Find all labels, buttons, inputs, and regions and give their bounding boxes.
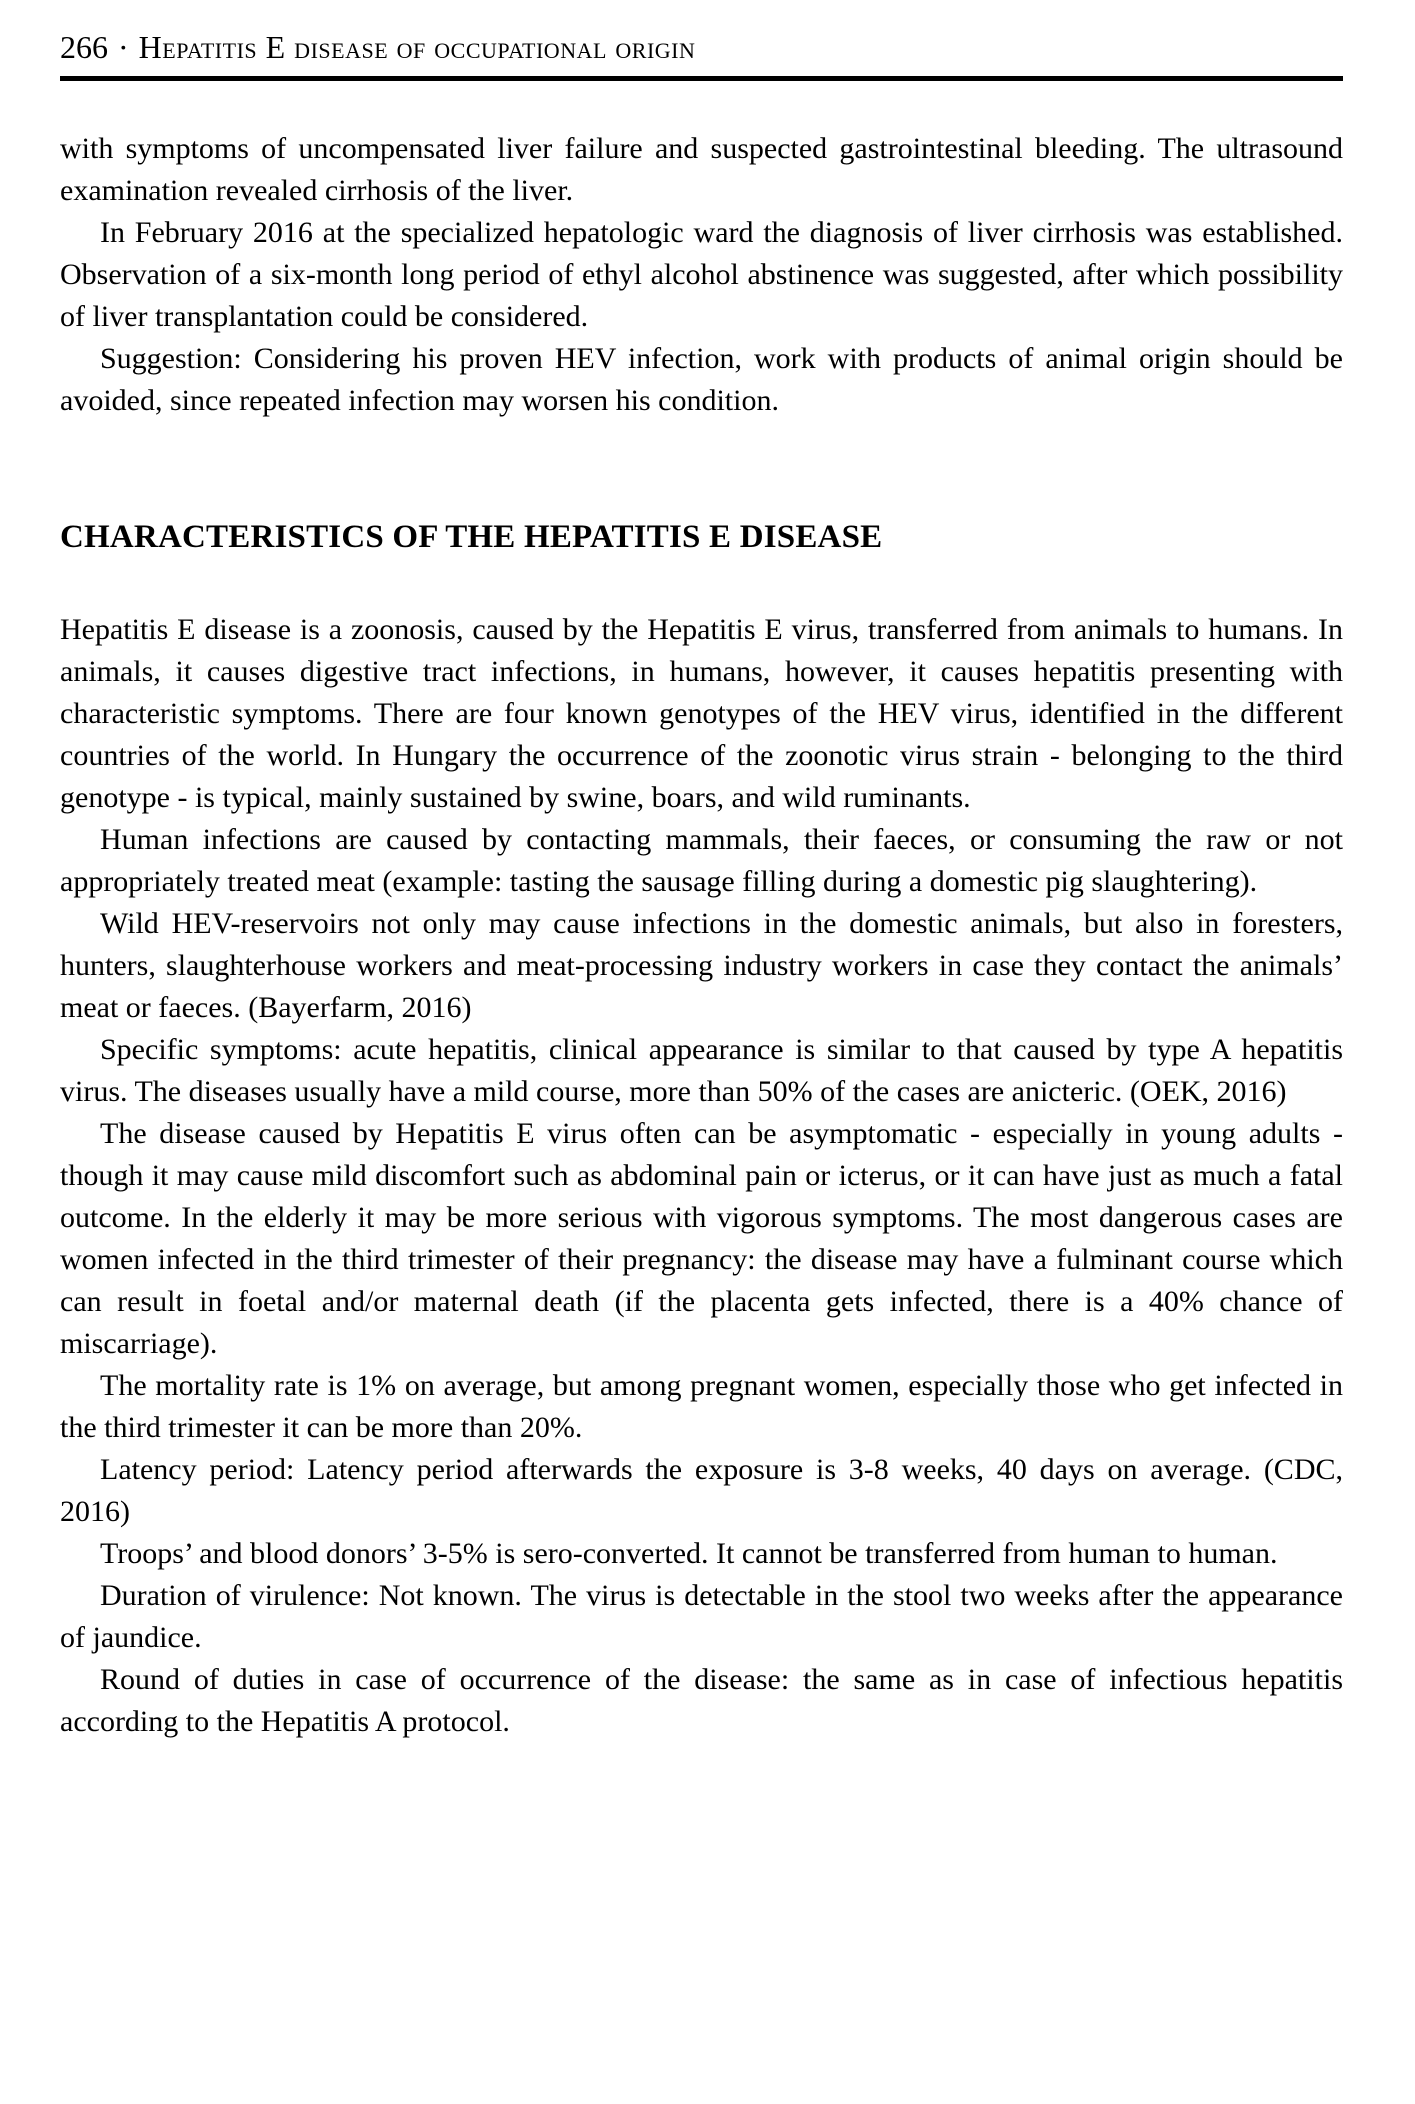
paragraph: Latency period: Latency period afterwards the exposure is 3-8 weeks, 40 days on average. (CDC, 2016) (60, 1453, 1343, 1529)
paragraph: Human infections are caused by contacting mammals, their faeces, or consuming the raw or not appropriately treated meat (example: tasting the sausage filling during a domestic pig slaughtering). (60, 823, 1343, 899)
paragraph: In February 2016 at the specialized hepatologic ward the diagnosis of liver cirrhosis was established. Observation of a six-month long period of ethyl alcohol abstinence was suggested, after which possibility of liver transplantation could be considered. (60, 216, 1343, 334)
paragraph: Duration of virulence: Not known. The virus is detectable in the stool two weeks after the appearance of jaundice. (60, 1579, 1343, 1655)
paragraph: Troops’ and blood donors’ 3-5% is sero-converted. It cannot be transferred from human to human. (100, 1537, 1278, 1571)
page-number: 266 (60, 29, 108, 65)
header-rule (60, 76, 1343, 81)
paragraph: Suggestion: Considering his proven HEV infection, work with products of animal origin should be avoided, since repeated infection may worsen his condition. (60, 342, 1343, 418)
page-body (60, 128, 1343, 1743)
paragraph: Specific symptoms: acute hepatitis, clinical appearance is similar to that caused by type A hepatitis virus. The diseases usually have a mild course, more than 50% of the cases are anicteric. (OEK, 2016) (60, 1033, 1343, 1109)
running-header (60, 30, 1343, 65)
header-title: Hepatitis E disease of occupational origin (138, 29, 696, 65)
paragraph: The mortality rate is 1% on average, but among pregnant women, especially those who get infected in the third trimester it can be more than 20%. (60, 1369, 1343, 1445)
paragraph: with symptoms of uncompensated liver failure and suspected gastrointestinal bleeding. The ultrasound examination revealed cirrhosis of the liver. (60, 132, 1343, 208)
paragraph: Round of duties in case of occurrence of the disease: the same as in case of infectious hepatitis according to the Hepatitis A protocol. (60, 1663, 1343, 1739)
paragraph: Hepatitis E disease is a zoonosis, caused by the Hepatitis E virus, transferred from animals to humans. In animals, it causes digestive tract infections, in humans, however, it causes hepatitis presenting with characteristic symptoms. There are four known genotypes of the HEV virus, identified in the different countries of the world. In Hungary the occurrence of the zoonotic virus strain - belonging to the third genotype - is typical, mainly sustained by swine, boars, and wild ruminants. (60, 613, 1343, 815)
header-separator: · (118, 29, 129, 65)
section-heading: CHARACTERISTICS OF THE HEPATITIS E DISEASE (60, 519, 883, 556)
paragraph: Wild HEV-reservoirs not only may cause infections in the domestic animals, but also in foresters, hunters, slaughterhouse workers and meat-processing industry workers in case they contact the animals’ meat or faeces. (Bayerfarm, 2016) (60, 907, 1343, 1025)
paragraph: The disease caused by Hepatitis E virus often can be asymptomatic - especially in young adults - though it may cause mild discomfort such as abdominal pain or icterus, or it can have just as much a fatal outcome. In the elderly it may be more serious with vigorous symptoms. The most dangerous cases are women infected in the third trimester of their pregnancy: the disease may have a fulminant course which can result in foetal and/or maternal death (if the placenta gets infected, there is a 40% chance of miscarriage). (60, 1117, 1343, 1361)
